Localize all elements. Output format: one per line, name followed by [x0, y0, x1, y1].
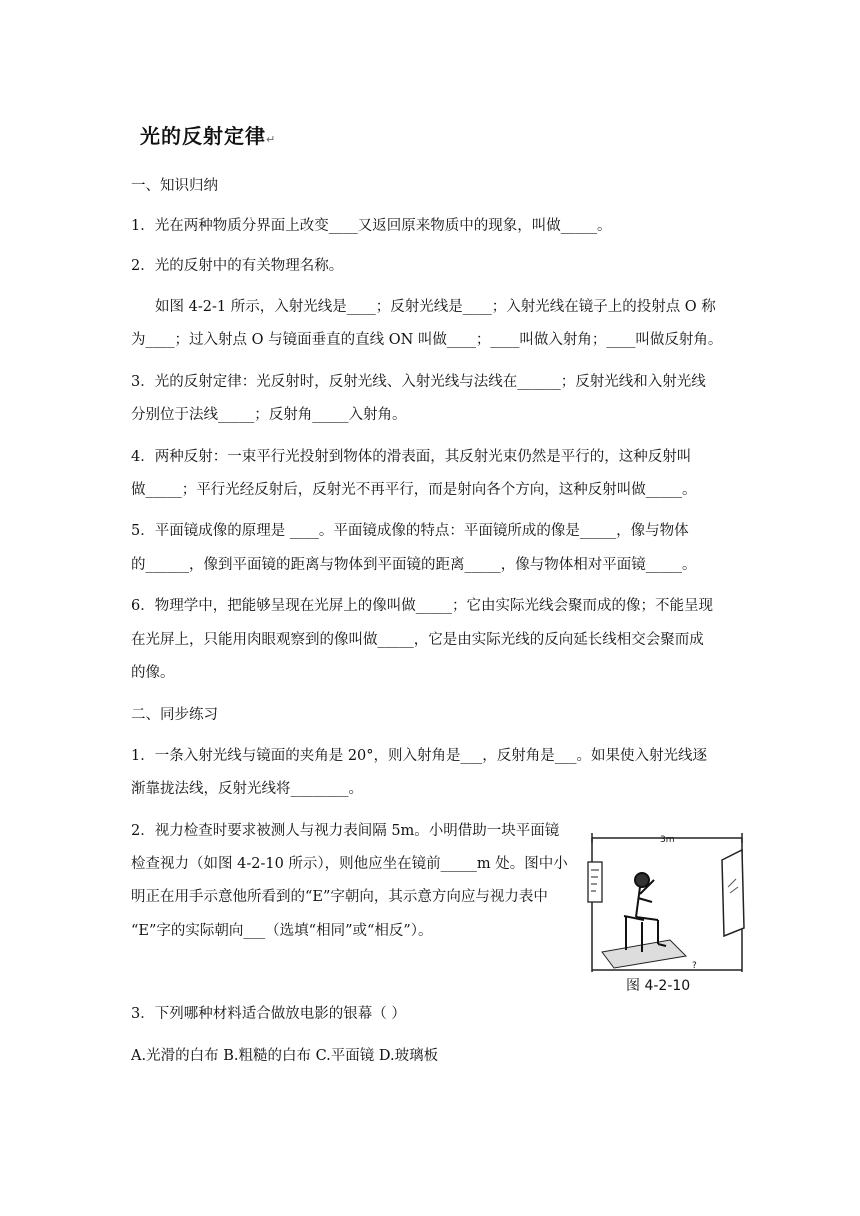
eye-chart-icon: [588, 862, 602, 902]
question-line: 1．光在两种物质分界面上改变____又返回原来物质中的现象，叫做_____。: [131, 218, 612, 234]
distance-label-top: 3m: [660, 835, 675, 845]
question-line: 明正在用手示意他所看到的“E”字朝向，其示意方向应与视力表中: [131, 889, 548, 905]
question-line: 为____；过入射点 O 与镜面垂直的直线 ON 叫做____；____叫做入射角；____叫做反射角。: [131, 332, 723, 348]
question-line: 在光屏上，只能用肉眼观察到的像叫做_____，它是由实际光线的反向延长线相交会聚而成: [131, 632, 704, 648]
person-icon: [624, 873, 666, 952]
question-line: 3．下列哪种材料适合做放电影的银幕（ ）: [131, 1006, 406, 1022]
question-line: 4．两种反射：一束平行光投射到物体的滑表面，其反射光束仍然是平行的，这种反射叫: [131, 449, 692, 465]
question-line: 的______，像到平面镜的距离与物体到平面镜的距离_____，像与物体相对平面镜_____。: [131, 557, 697, 573]
question-line: 如图 4-2-1 所示，入射光线是____；反射光线是____；入射光线在镜子上的投射点 O 称: [155, 299, 716, 315]
paragraph-mark: ↵: [266, 133, 277, 146]
question-line: 2．光的反射中的有关物理名称。: [131, 258, 344, 274]
question-line: 1．一条入射光线与镜面的夹角是 20°，则入射角是___，反射角是___。如果使入射光线逐: [131, 748, 708, 764]
question-line: 6．物理学中，把能够呈现在光屏上的像叫做_____；它由实际光线会聚而成的像；不能呈现: [131, 598, 713, 614]
figure-caption: 图 4-2-10: [626, 978, 691, 994]
question-line: 3．光的反射定律：光反射时，反射光线、入射光线与法线在______；反射光线和入射光线: [131, 374, 706, 390]
question-line: 5．平面镜成像的原理是 ____。平面镜成像的特点：平面镜所成的像是_____，像与物体: [131, 523, 689, 539]
section-heading-summary: 一、知识归纳: [131, 178, 218, 194]
question-line: 分别位于法线_____；反射角_____入射角。: [131, 407, 407, 423]
question-line: 检查视力（如图 4-2-10 所示），则他应坐在镜前_____m 处。图中小: [131, 856, 568, 872]
section-heading-practice: 二、同步练习: [131, 707, 218, 723]
answer-options: A.光滑的白布 B.粗糙的白布 C.平面镜 D.玻璃板: [131, 1048, 439, 1064]
distance-label-bottom: ?: [692, 961, 697, 971]
question-line: 做_____；平行光经反射后，反射光不再平行，而是射向各个方向，这种反射叫做_____。: [131, 482, 697, 498]
document-title: 光的反射定律↵: [140, 124, 277, 148]
question-line: 的像。: [131, 665, 175, 681]
question-line: 渐靠拢法线，反射光线将________。: [131, 781, 363, 797]
question-line: “E”字的实际朝向___（选填“相同”或“相反”）。: [131, 923, 433, 939]
question-line: 2．视力检查时要求被测人与视力表间隔 5m。小明借助一块平面镜: [131, 823, 560, 839]
mirror-icon: [722, 850, 744, 936]
